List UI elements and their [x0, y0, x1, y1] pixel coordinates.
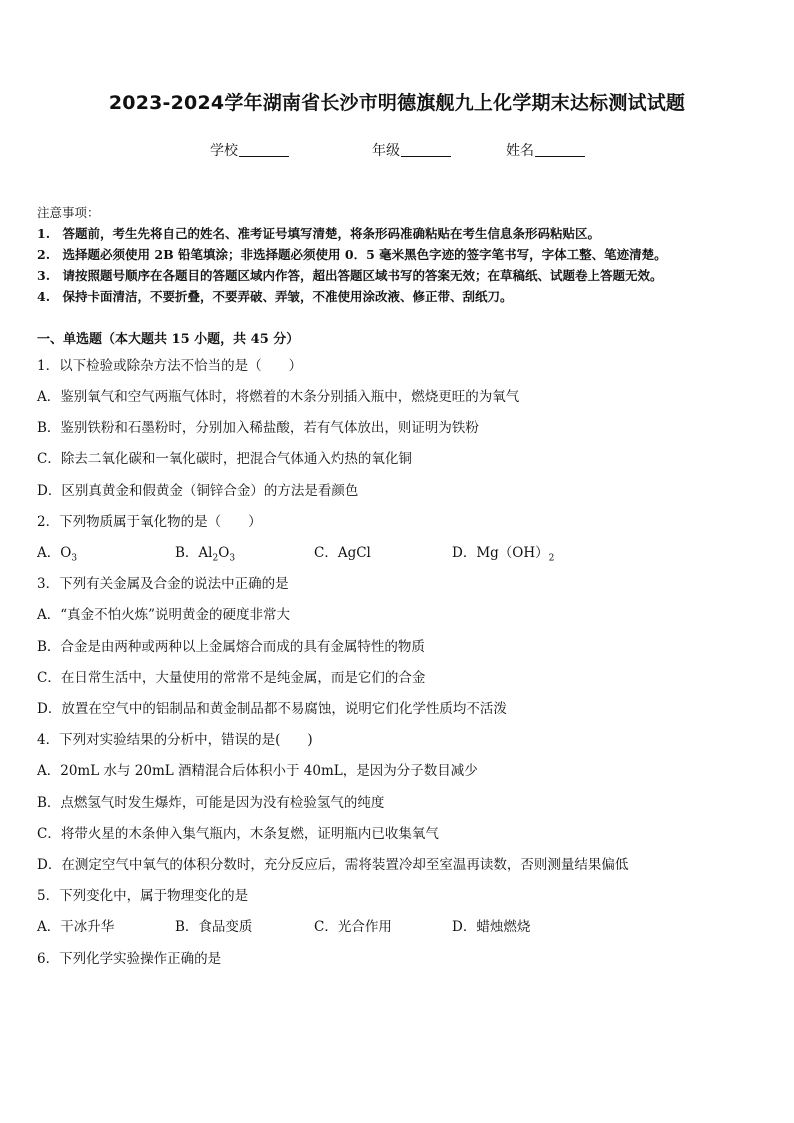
question-3-option-d: D．放置在空气中的铝制品和黄金制品都不易腐蚀，说明它们化学性质均不活泼 — [37, 701, 507, 717]
question-1-option-b: B．鉴别铁粉和石墨粉时，分别加入稀盐酸，若有气体放出，则证明为铁粉 — [37, 420, 479, 436]
question-2-option-d: D．$Mg(OH)_2$ — [452, 545, 555, 564]
question-5-option-b: B．食品变质 — [175, 919, 253, 935]
question-2-option-a: A．$O_3$ — [37, 545, 78, 564]
question-3-option-b: B．合金是由两种或两种以上金属熔合而成的具有金属特性的物质 — [37, 639, 425, 655]
note-item: 4. 保持卡面清洁，不要折叠，不要弄破、弄皱，不准使用涂改液、修正带、刮纸刀。 — [37, 289, 513, 304]
question-2-stem: 2．下列物质属于氧化物的是（ ） — [37, 514, 262, 530]
name-label: 姓名 — [506, 143, 534, 159]
question-4-option-d: D．在测定空气中氧气的体积分数时，充分反应后，需将装置冷却至室温再读数，否则测量结果偏低 — [37, 857, 629, 873]
name-field — [506, 140, 585, 160]
note-item: 3. 请按照题号顺序在各题目的答题区域内作答，超出答题区域书写的答案无效；在草稿纸、试题卷上答题无效。 — [37, 268, 663, 283]
notes-heading: 注意事项： — [37, 205, 100, 220]
question-4-option-b: B．点燃氢气时发生爆炸，可能是因为没有检验氢气的纯度 — [37, 795, 385, 811]
question-1-option-d: D．区别真黄金和假黄金（铜锌合金）的方法是看颜色 — [37, 483, 359, 499]
grade-label: 年级 — [372, 143, 400, 159]
question-5-option-a: A．干冰升华 — [37, 919, 115, 935]
exam-notes — [37, 202, 777, 307]
exam-title: 2023-2024学年湖南省长沙市明德旗舰九上化学期末达标测试试题 — [108, 92, 686, 114]
question-3-stem: 3．下列有关金属及合金的说法中正确的是 — [37, 576, 289, 592]
question-6-stem: 6．下列化学实验操作正确的是 — [37, 951, 222, 967]
question-3-option-a: A．“真金不怕火炼”说明黄金的硬度非常大 — [37, 607, 291, 623]
school-blank — [239, 142, 289, 157]
question-4-stem: 4．下列对实验结果的分析中，错误的是( ) — [37, 732, 313, 748]
question-1-option-a: A．鉴别氧气和空气两瓶气体时，将燃着的木条分别插入瓶中，燃烧更旺的为氧气 — [37, 389, 520, 405]
question-5-option-c: C．光合作用 — [314, 919, 392, 935]
question-4-option-c: C．将带火星的木条伸入集气瓶内，木条复燃，证明瓶内已收集氧气 — [37, 826, 439, 842]
question-2-option-b: B．$Al_2O_3$ — [175, 545, 236, 564]
name-blank — [535, 142, 585, 157]
question-3-option-c: C．在日常生活中，大量使用的常常不是纯金属，而是它们的合金 — [37, 670, 426, 686]
question-1-option-c: C．除去二氧化碳和一氧化碳时，把混合气体通入灼热的氧化铜 — [37, 451, 412, 467]
note-item: 2. 选择题必须使用 2B 铅笔填涂；非选择题必须使用 0．5 毫米黑色字迹的签字笔书写，字体工整、笔迹清楚。 — [37, 247, 667, 262]
section-heading: 一、单选题（本大题共 15 小题，共 45 分） — [37, 332, 300, 347]
question-2-option-c: C．AgCl — [314, 545, 371, 561]
question-5-stem: 5．下列变化中，属于物理变化的是 — [37, 888, 249, 904]
grade-blank — [401, 142, 451, 157]
question-5-option-d: D．蜡烛燃烧 — [452, 919, 531, 935]
question-4-option-a: A．20mL 水与 20mL 酒精混合后体积小于 40mL，是因为分子数目减少 — [37, 763, 478, 779]
school-label: 学校 — [210, 143, 238, 159]
school-field — [210, 140, 289, 160]
grade-field — [372, 140, 451, 160]
question-1-stem: 1．以下检验或除杂方法不恰当的是（ ） — [37, 358, 303, 374]
note-item: 1. 答题前，考生先将自己的姓名、准考证号填写清楚，将条形码准确粘贴在考生信息条形码粘贴区。 — [37, 226, 601, 241]
